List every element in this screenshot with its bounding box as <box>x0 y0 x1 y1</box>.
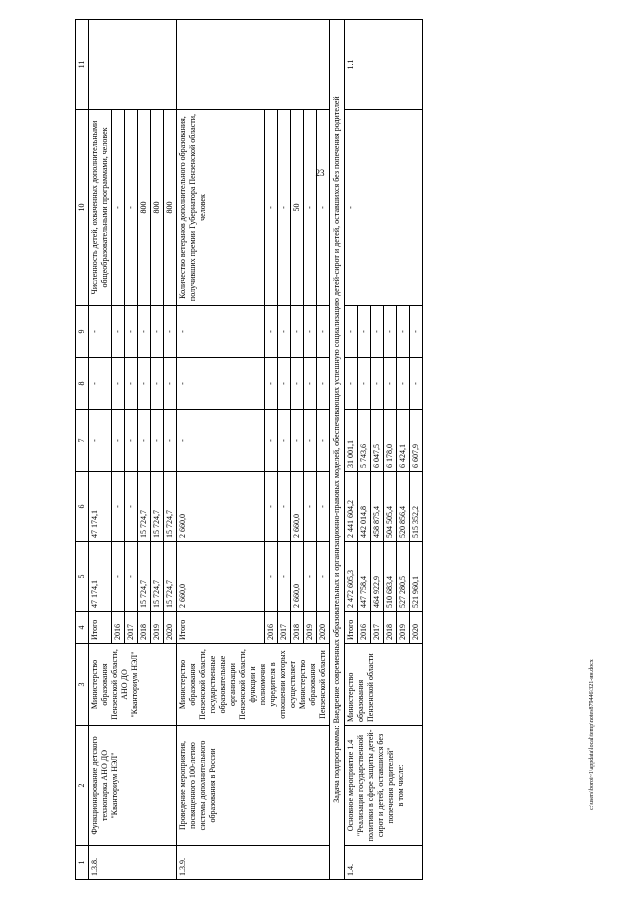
file-path-footer: c:\users\boroi~1\appdata\local\temp\notes879446\321-ин.docx <box>589 659 595 810</box>
value-cell: - <box>138 306 151 358</box>
value-cell: - <box>177 358 265 410</box>
value-cell: - <box>291 358 304 410</box>
value-cell: - <box>112 472 125 542</box>
value-cell: 5 743,6 <box>358 410 371 472</box>
header-cell: 8 <box>76 358 89 410</box>
value-cell: - <box>265 410 278 472</box>
value-cell: - <box>358 358 371 410</box>
value-cell: - <box>317 542 330 612</box>
table-row <box>89 20 112 880</box>
year-cell: 2019 <box>304 612 317 644</box>
value-cell: 47 174,1 <box>89 542 112 612</box>
item-executor: Министерство образования Пензенской области, государственные образовательные организации Пензенской области, функции и полномочия учредителя в отношении которых осуществляет Министерство образования Пензенской области <box>177 644 330 726</box>
value-cell: - <box>371 358 384 410</box>
year-cell: 2020 <box>164 612 177 644</box>
value-cell: - <box>89 358 112 410</box>
item-number: 1.4. <box>345 846 423 880</box>
header-cell: 11 <box>76 20 89 110</box>
value-cell: - <box>304 542 317 612</box>
header-cell: 5 <box>76 542 89 612</box>
value-cell: 464 922,9 <box>371 542 384 612</box>
empty-cell <box>89 20 177 110</box>
value-cell: - <box>397 306 410 358</box>
value-cell: 504 505,4 <box>384 472 397 542</box>
value-cell: - <box>265 472 278 542</box>
value-cell: - <box>89 410 112 472</box>
section-row <box>330 20 345 880</box>
table-row <box>177 20 265 880</box>
value-cell: 15 724,7 <box>151 472 164 542</box>
year-cell: 2020 <box>317 612 330 644</box>
indicator-value: 800 <box>151 110 164 306</box>
page-number: 23 <box>315 168 325 178</box>
header-cell: 3 <box>76 644 89 726</box>
indicator-value: 800 <box>138 110 151 306</box>
value-cell: - <box>151 358 164 410</box>
value-cell: 515 352,2 <box>410 472 423 542</box>
value-cell: 520 856,4 <box>397 472 410 542</box>
value-cell: 2 660,0 <box>291 472 304 542</box>
header-row <box>76 20 89 880</box>
indicator-value: - <box>125 110 138 306</box>
year-cell: 2016 <box>358 612 371 644</box>
value-cell: 2 441 604,2 <box>345 472 358 542</box>
indicator-value: 800 <box>164 110 177 306</box>
value-cell: - <box>345 358 358 410</box>
value-cell: - <box>112 306 125 358</box>
value-cell: - <box>112 410 125 472</box>
year-cell: Итого <box>177 612 265 644</box>
value-cell: 510 683,4 <box>384 542 397 612</box>
value-cell: - <box>151 410 164 472</box>
header-cell: 7 <box>76 410 89 472</box>
value-cell: 442 014,8 <box>358 472 371 542</box>
value-cell: 6 424,1 <box>397 410 410 472</box>
indicator-value: - <box>265 110 278 306</box>
value-cell: 6 047,5 <box>371 410 384 472</box>
header-cell: 2 <box>76 726 89 846</box>
value-cell: - <box>371 306 384 358</box>
indicator-value: 50 <box>291 110 304 306</box>
item-number: 1.3.8. <box>89 846 177 880</box>
year-cell: 2018 <box>291 612 304 644</box>
value-cell: - <box>278 306 291 358</box>
value-cell: 47 174,1 <box>89 472 112 542</box>
value-cell: - <box>125 410 138 472</box>
year-cell: Итого <box>89 612 112 644</box>
year-cell: Итого <box>345 612 358 644</box>
value-cell: 458 875,4 <box>371 472 384 542</box>
value-cell: - <box>317 472 330 542</box>
indicator-cell: Количество ветеранов дополнительного образования, получивших премии Губернатора Пензенской области, человек <box>177 110 265 306</box>
year-cell: 2019 <box>397 612 410 644</box>
value-cell: - <box>304 472 317 542</box>
year-cell: 2017 <box>371 612 384 644</box>
item-name: Проведение мероприятия, посвященного 100-летию системы дополнительного образования в России <box>177 726 330 846</box>
table-row <box>345 20 358 880</box>
year-cell: 2019 <box>151 612 164 644</box>
value-cell: 2 660,0 <box>177 472 265 542</box>
value-cell: - <box>345 306 358 358</box>
value-cell: 2 472 605,3 <box>345 542 358 612</box>
value-cell: 6 607,9 <box>410 410 423 472</box>
value-cell: 15 724,7 <box>151 542 164 612</box>
value-cell: 447 758,4 <box>358 542 371 612</box>
value-cell: - <box>278 358 291 410</box>
header-cell: 9 <box>76 306 89 358</box>
value-cell: - <box>125 358 138 410</box>
value-cell: 6 178,0 <box>384 410 397 472</box>
value-cell: - <box>291 306 304 358</box>
value-cell: - <box>138 410 151 472</box>
value-cell: 527 280,5 <box>397 542 410 612</box>
year-cell: 2018 <box>138 612 151 644</box>
section-title: Задача подпрограммы: Внедрение современных образовательных и организационно-правовых моделей, обеспечивающих успешную социализацию детей-сирот и детей, оставшихся без попечения родителей <box>330 20 345 880</box>
header-cell: 10 <box>76 110 89 306</box>
item-name: Функционирование детского технопарка АНО ДО "Кванториум НЭЛ" <box>89 726 177 846</box>
value-cell: 15 724,7 <box>138 542 151 612</box>
value-cell: - <box>265 306 278 358</box>
value-cell: - <box>125 472 138 542</box>
value-cell: 31 001,1 <box>345 410 358 472</box>
value-cell: - <box>151 306 164 358</box>
item-name-text: Основное мероприятие 1.4 "Реализация государственной политики в сфере защиты детей-сирот и детей, оставшихся без попечения родителей" <box>346 729 395 842</box>
value-cell: - <box>397 358 410 410</box>
value-cell: - <box>317 410 330 472</box>
value-cell: - <box>177 410 265 472</box>
value-cell: - <box>278 410 291 472</box>
value-cell: - <box>164 306 177 358</box>
value-cell: - <box>317 358 330 410</box>
value-cell: - <box>384 358 397 410</box>
value-cell: - <box>358 306 371 358</box>
value-cell: - <box>89 306 112 358</box>
header-cell: 1 <box>76 846 89 880</box>
value-cell: - <box>384 306 397 358</box>
item-name <box>345 726 423 846</box>
value-cell: - <box>138 358 151 410</box>
year-cell: 2020 <box>410 612 423 644</box>
value-cell: 15 724,7 <box>138 472 151 542</box>
indicator-cell: Численность детей, охваченных дополнительными общеобразовательными программами, человек <box>89 110 112 306</box>
year-cell: 2016 <box>265 612 278 644</box>
value-cell: 15 724,7 <box>164 472 177 542</box>
item-subtitle: в том числе: <box>396 764 405 807</box>
value-cell: - <box>304 358 317 410</box>
value-cell: - <box>125 542 138 612</box>
value-cell: 2 660,0 <box>177 542 265 612</box>
empty-cell <box>177 20 330 110</box>
indicator-value: - <box>304 110 317 306</box>
value-cell: - <box>291 410 304 472</box>
header-cell: 4 <box>76 612 89 644</box>
value-cell: - <box>164 410 177 472</box>
item-executor: Министерство образования Пензенской области <box>345 644 423 726</box>
year-cell: 2017 <box>278 612 291 644</box>
item-executor: Министерство образования Пензенской области, АНО ДО "Кванториум НЭЛ" <box>89 644 177 726</box>
value-cell: - <box>164 358 177 410</box>
value-cell: 521 960,1 <box>410 542 423 612</box>
value-cell: - <box>112 542 125 612</box>
value-cell: 2 660,0 <box>291 542 304 612</box>
year-cell: 2018 <box>384 612 397 644</box>
indicator-cell: - <box>345 110 423 306</box>
year-cell: 2016 <box>112 612 125 644</box>
task-ref-cell: 1.1 <box>345 20 423 110</box>
value-cell: - <box>278 542 291 612</box>
value-cell: - <box>177 306 265 358</box>
header-cell: 6 <box>76 472 89 542</box>
year-cell: 2017 <box>125 612 138 644</box>
value-cell: - <box>304 410 317 472</box>
indicator-value: - <box>112 110 125 306</box>
indicator-value: - <box>278 110 291 306</box>
value-cell: - <box>265 542 278 612</box>
value-cell: - <box>265 358 278 410</box>
indicator-value: - <box>317 110 330 306</box>
value-cell: - <box>304 306 317 358</box>
program-table <box>75 19 423 880</box>
value-cell: - <box>125 306 138 358</box>
value-cell: - <box>410 358 423 410</box>
item-number: 1.3.9. <box>177 846 330 880</box>
rotated-table-container <box>75 20 575 880</box>
value-cell: - <box>410 306 423 358</box>
value-cell: 15 724,7 <box>164 542 177 612</box>
value-cell: - <box>278 472 291 542</box>
value-cell: - <box>317 306 330 358</box>
value-cell: - <box>112 358 125 410</box>
